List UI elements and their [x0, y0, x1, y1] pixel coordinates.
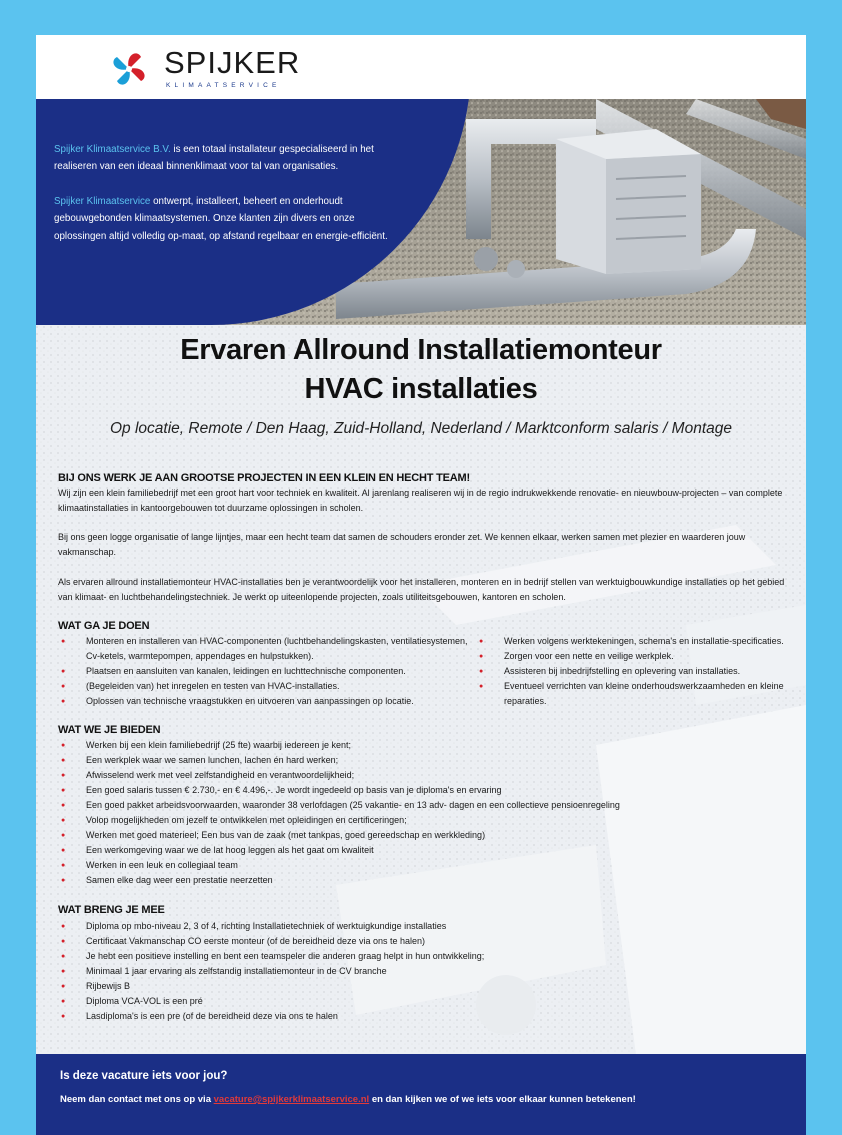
- email-link[interactable]: vacature@spijkerklimaatservice.nl: [213, 1094, 370, 1105]
- list-item: ● Certificaat Vakmanschap CO eerste monteur (of de bereidheid deze via ons te halen): [58, 934, 798, 949]
- tasks-list-right: [476, 634, 791, 709]
- fan-logo-icon: [102, 49, 156, 89]
- logo-bar: [36, 35, 806, 99]
- list-item: ● Diploma op mbo-niveau 2, 3 of 4, richting Installatietechniek of werktuigkundige installaties: [58, 919, 798, 934]
- job-title-line-2: HVAC installaties: [304, 373, 538, 405]
- offer-list: [58, 738, 798, 888]
- list-item: ● Samen elke dag weer een prestatie neerzetten: [58, 873, 798, 888]
- intro-paragraph-a: Wij zijn een klein familiebedrijf met een groot hart voor techniek en kwaliteit. Al jarenlang realiseren wij in de regio indrukwekkende renovatie- en nieuwbouw-projecten – van complete klimaatinstallaties in kantoorgebouwen tot duurzame oplossingen in scholen.: [58, 488, 783, 513]
- list-item: ● Diploma VCA-VOL is een pré: [58, 994, 798, 1009]
- hero-banner: [36, 99, 806, 325]
- list-item: ● Rijbewijs B: [58, 979, 798, 994]
- vacancy-sheet: [36, 35, 806, 1135]
- list-item: ● Een werkplek waar we samen lunchen, lachen én hard werken;: [58, 753, 798, 768]
- logo-name: SPIJKER: [164, 45, 301, 80]
- list-item: ● Lasdiploma's is een pre (of de bereidheid deze via ons te halen: [58, 1009, 798, 1024]
- list-item: ● Een werkomgeving waar we de lat hoog leggen als het gaat om kwaliteit: [58, 843, 798, 858]
- job-subtitle: Op locatie, Remote / Den Haag, Zuid-Holland, Nederland / Marktconform salaris / Montage: [109, 420, 732, 437]
- list-item: ● Eventueel verrichten van kleine onderhoudswerkzaamheden en kleine reparaties.: [476, 679, 791, 709]
- footer-contact-pre: Neem dan contact met ons op via: [60, 1094, 214, 1105]
- footer-cta: [36, 1054, 806, 1135]
- list-item: ● Werken volgens werktekeningen, schema's en installatie-specificaties.: [476, 634, 791, 649]
- list-item: ● Een goed salaris tussen € 2.730,- en € 4.496,-. Je wordt ingedeeld op basis van je diploma's en ervaring: [58, 783, 798, 798]
- list-item: ● Oplossen van technische vraagstukken en uitvoeren van aanpassingen op locatie.: [58, 694, 478, 709]
- requirements-heading: WAT BRENG JE MEE: [58, 904, 165, 916]
- intro-paragraph-b: Bij ons geen logge organisatie of lange lijntjes, maar een hecht team dat samen de schouders eronder zet. We kennen elkaar, werken samen met plezier en waarderen jouw vakmanschap.: [58, 532, 746, 557]
- list-item: ● Minimaal 1 jaar ervaring als zelfstandig installatiemonteur in de CV branche: [58, 964, 798, 979]
- company-intro: [54, 141, 404, 262]
- intro-text-1: is een totaal installateur gespecialiseerd in het realiseren van een ideaal binnenklimaat voor tal van organisaties.: [54, 144, 374, 173]
- list-item: ● Assisteren bij inbedrijfstelling en oplevering van installaties.: [476, 664, 791, 679]
- list-item: ● Je hebt een positieve instelling en bent een teamspeler die anderen graag helpt in hun ontwikkeling;: [58, 949, 798, 964]
- list-item: ● Afwisselend werk met veel zelfstandigheid en verantwoordelijkheid;: [58, 768, 798, 783]
- intro-text-2: ontwerpt, installeert, beheert en onderhoudt gebouwgebonden klimaatsystemen. Onze klanten zijn divers en onze oplossingen altijd volledig op-maat, op afstand regelbaar en energie-efficiënt.: [54, 195, 388, 242]
- list-item: ● (Begeleiden van) het inregelen en testen van HVAC-installaties.: [58, 679, 478, 694]
- intro-paragraph-c: Als ervaren allround installatiemonteur HVAC-installaties ben je verantwoordelijk voor het installeren, monteren en in bedrijf stellen van werktuigbouwkundige installaties op het gebied van klimaat- en luchtbehandelingstechniek. Je werkt op uiteenlopende projecten, zoals utiliteitsgebouwen, kantoren en scholen.: [58, 577, 785, 602]
- list-item: ● Plaatsen en aansluiten van kanalen, leidingen en luchttechnische componenten.: [58, 664, 478, 679]
- offer-heading: WAT WE JE BIEDEN: [58, 724, 161, 736]
- requirements-list: [58, 919, 798, 1024]
- footer-question: Is deze vacature iets voor jou?: [60, 1070, 228, 1082]
- list-item: ● Werken bij een klein familiebedrijf (25 fte) waarbij iedereen je kent;: [58, 738, 798, 753]
- footer-contact-post: en dan kijken we of we iets voor elkaar kunnen betekenen!: [369, 1094, 636, 1105]
- list-item: ● Een goed pakket arbeidsvoorwaarden, waaronder 38 verlofdagen (25 vakantie- en 13 adv- dagen en een collectieve pensioenregeling: [58, 798, 798, 813]
- logo-tagline: KLIMAATSERVICE: [166, 82, 281, 89]
- list-item: ● Zorgen voor een nette en veilige werkplek.: [476, 649, 791, 664]
- list-item: ● Werken in een leuk en collegiaal team: [58, 858, 798, 873]
- tasks-heading: WAT GA JE DOEN: [58, 620, 150, 632]
- footer-contact: [60, 1094, 636, 1105]
- intro-paragraph-1: [54, 141, 404, 176]
- intro-heading: BIJ ONS WERK JE AAN GROOTSE PROJECTEN IN EEN KLEIN EN HECHT TEAM!: [58, 472, 470, 484]
- tasks-list-left: [58, 634, 478, 709]
- job-title-line-1: Ervaren Allround Installatiemonteur: [180, 334, 662, 366]
- company-name-highlight: Spijker Klimaatservice B.V.: [54, 144, 171, 155]
- intro-paragraph-2: [54, 193, 404, 245]
- list-item: ● Volop mogelijkheden om jezelf te ontwikkelen met opleidingen en certificeringen;: [58, 813, 798, 828]
- list-item: ● Monteren en installeren van HVAC-componenten (luchtbehandelingskasten, ventilatiesystemen, Cv-ketels, warmtepompen, appendages en hulpstukken).: [58, 634, 478, 664]
- company-name-highlight-2: Spijker Klimaatservice: [54, 195, 151, 207]
- job-title: [36, 331, 806, 409]
- list-item: ● Werken met goed materieel; Een bus van de zaak (met tankpas, goed gereedschap en werkkleding): [58, 828, 798, 843]
